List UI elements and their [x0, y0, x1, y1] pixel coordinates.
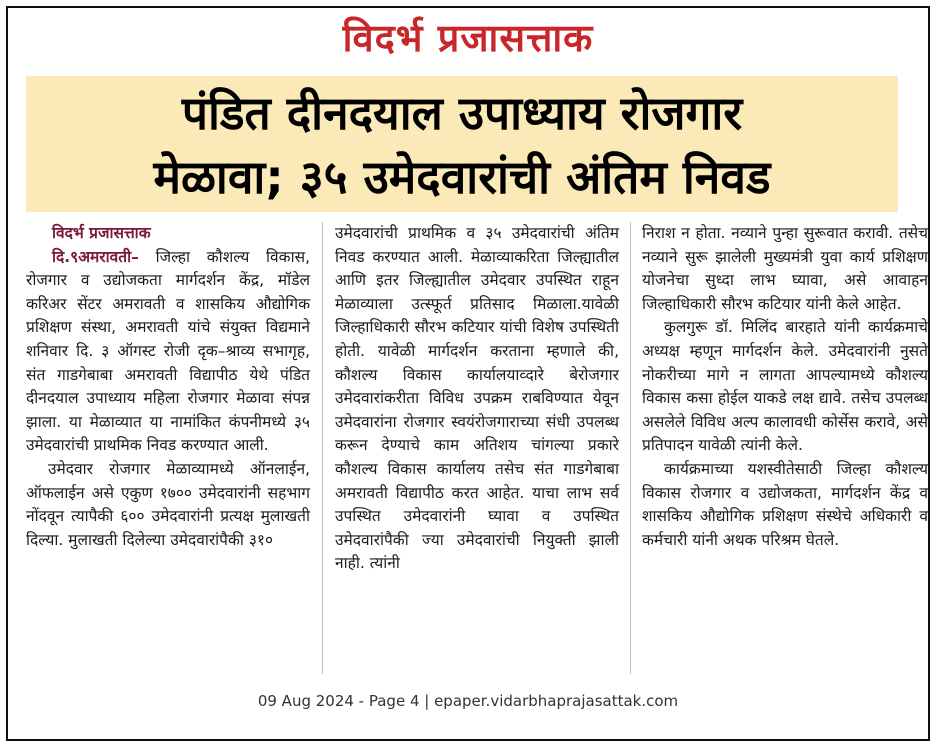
page-footer: 09 Aug 2024 - Page 4 | epaper.vidarbhaprajasattak.com [257, 692, 679, 710]
dateline: दि.९अमरावती– [52, 247, 139, 266]
article-paragraph: कार्यक्रमाच्या यशस्वीतेसाठी जिल्हा कौशल्य विकास रोजगार व उद्योजकता, मार्गदर्शन केंद्र व शासकिय औद्योगिक प्रशिक्षण संस्थेचे अधिकारी व कर्मचारी यांनी अथक परिश्रम घेतले. [642, 459, 928, 549]
article-paragraph: उमेदवारांची प्राथमिक व ३५ उमेदवारांची अंतिम निवड करण्यात आली. मेळाव्याकरिता जिल्ह्यातील आणि इतर जिल्ह्यातील उमेदवार उपस्थित राहून मेळाव्याला उत्स्फूर्त प्रतिसाद मिळाला.यावेळी जिल्हाधिकारी सौरभ कटियार यांची विशेष उपस्थिती होती. यावेळी मार्गदर्शन करताना म्हणाले की, कौशल्य विकास कार्यालयाव्दारे बेरोजगार उमेदवारांकरीता विविध उपक्रम राबविण्यात येवून उमेदवारांना रोजगार स्वयंरोजगाराच्या संधी उपलब्ध करून देण्याचे काम अतिशय चांगल्या प्रकारे कौशल्य विकास कार्यालय तसेच संत गाडगेबाबा अमरावती विद्यापीठ करत आहेत. याचा लाभ सर्व उपस्थित उमेदवारांनी घ्यावा व उपस्थित उमेदवारांपैकी ज्या उमेदवारांची नियुक्ती झाली नाही. त्यांनी [335, 224, 619, 573]
headline-banner [26, 76, 898, 212]
page-frame [6, 6, 930, 741]
article-paragraph: उमेदवार रोजगार मेळाव्यामध्ये ऑनलाईन, ऑफलाईन असे एकुण १७०० उमेदवारांनी सहभाग नोंदवून त्यापैकी ६०० उमेदवारांनी प्रत्यक्ष मुलाखती दिल्या. मुलाखती दिलेल्या उमेदवारांपैकी ३१० [26, 459, 310, 549]
paragraph-text: जिल्हा कौशल्य विकास, रोजगार व उद्योजकता मार्गदर्शन केंद्र, मॉडेल करिअर सेंटर अमरावती व शासकिय औद्योगिक प्रशिक्षण संस्था, अमरावती यांचे संयुक्त विद्यमाने शनिवार दि. ३ ऑगस्ट रोजी दृक–श्राव्य सभागृह, संत गाडगेबाबा अमरावती विद्यापीठ येथे पंडित दीनदयाल उपाध्याय महिला रोजगार मेळावा संपन्न झाला. या मेळाव्यात या नामांकित कंपनीमध्ये ३५ उमेदवारांची प्राथमिक निवड करण्यात आली. [26, 247, 310, 455]
column-divider [322, 222, 323, 674]
article-paragraph: निराश न होता. नव्याने पुन्हा सुरूवात करावी. तसेच नव्याने सुरू झालेली मुख्यमंत्री युवा कार्य प्रशिक्षण योजनेचा सुध्दा लाभ घ्यावा, असे आवाहन जिल्हाधिकारी सौरभ कटियार यांनी केले आहेत. [642, 224, 928, 313]
headline-line-2: मेळावा; ३५ उमेदवारांची अंतिम निवड [153, 150, 771, 204]
headline-line-1: पंडित दीनदयाल उपाध्याय रोजगार [181, 86, 743, 140]
byline: विदर्भ प्रजासत्ताक [52, 224, 151, 242]
article-column-3 [642, 222, 928, 552]
article-column-2 [335, 222, 619, 576]
article-column-1 [26, 222, 310, 552]
article-paragraph: कुलगुरू डॉ. मिलिंद बारहाते यांनी कार्यक्रमाचे अध्यक्ष म्हणून मार्गदर्शन केले. उमेदवारांनी नुसते नोकरीच्या मागे न लागता आपल्यामध्ये कौशल्य विकास कसा होईल याकडे लक्ष द्यावे. तसेच उपलब्ध असलेले विविध अल्प कालावधी कोर्सेस करावे, असे प्रतिपादन यावेळी त्यांनी केले. [642, 318, 928, 455]
column-divider [630, 222, 631, 674]
article-paragraph [26, 246, 310, 458]
masthead-logo: विदर्भ प्रजासत्ताक [342, 16, 594, 60]
